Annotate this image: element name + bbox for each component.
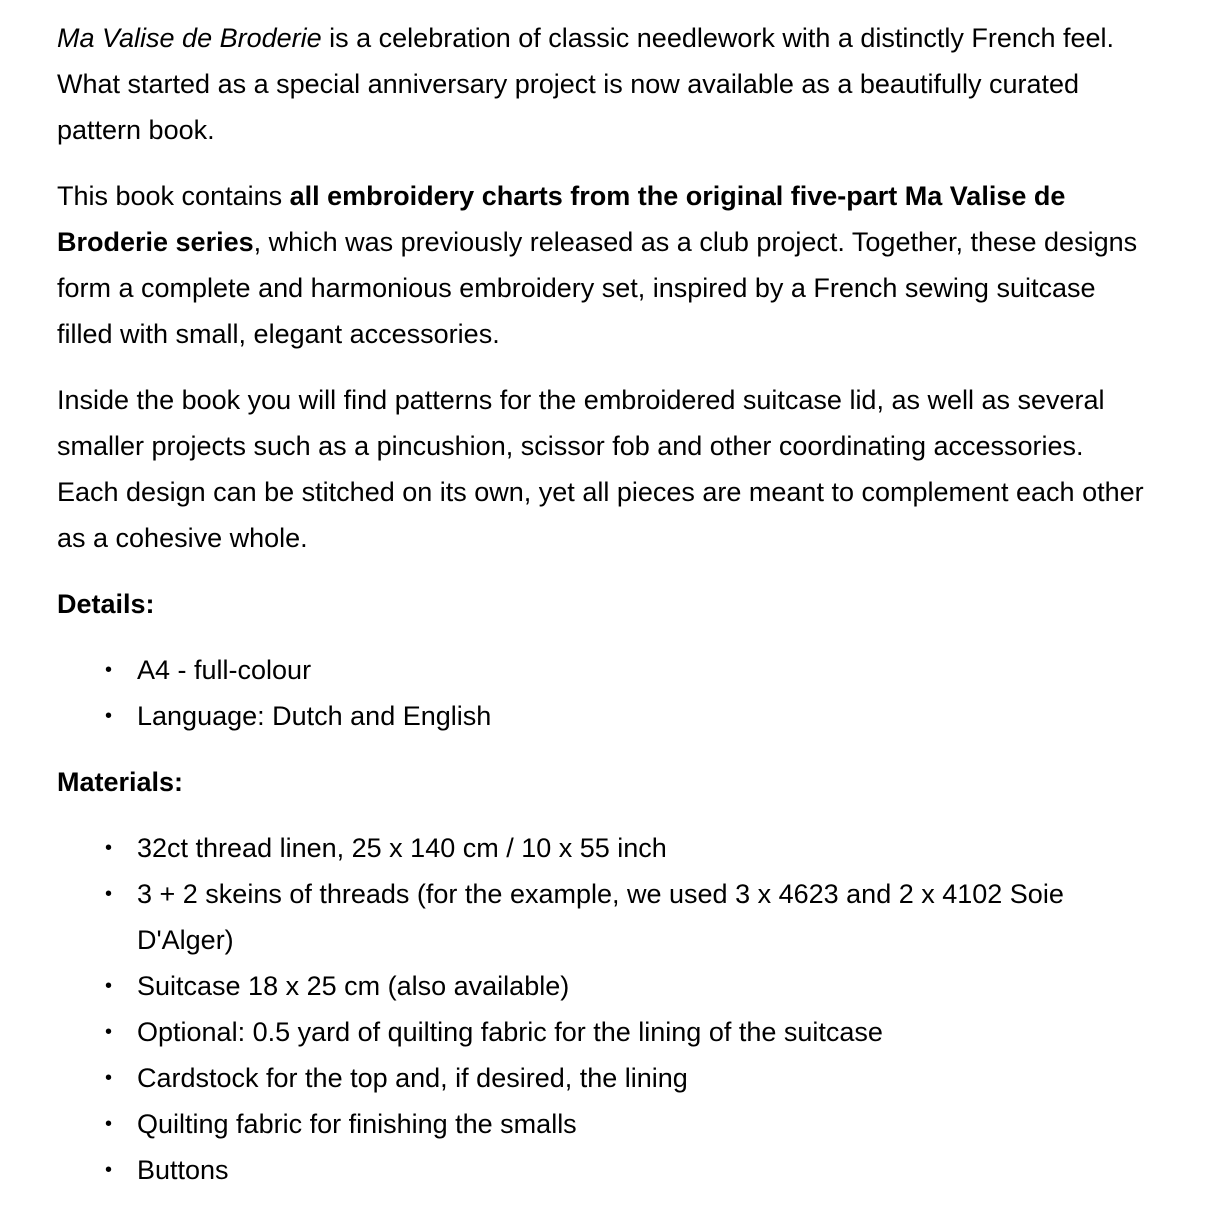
list-item-text: Language: Dutch and English bbox=[137, 701, 492, 731]
list-item bbox=[105, 693, 1147, 739]
details-list bbox=[57, 647, 1147, 739]
list-item bbox=[105, 1147, 1147, 1193]
bullet-icon: • bbox=[105, 1067, 113, 1089]
list-item-text: Suitcase 18 x 25 cm (also available) bbox=[137, 971, 570, 1001]
list-item-text: Optional: 0.5 yard of quilting fabric for the lining of the suitcase bbox=[137, 1017, 883, 1047]
list-item bbox=[105, 1055, 1147, 1101]
bullet-icon: • bbox=[105, 883, 113, 905]
bullet-icon: • bbox=[105, 837, 113, 859]
list-item-text: Quilting fabric for finishing the smalls bbox=[137, 1109, 577, 1139]
list-item-text: A4 - full-colour bbox=[137, 655, 312, 685]
bullet-icon: • bbox=[105, 975, 113, 997]
bullet-icon: • bbox=[105, 1021, 113, 1043]
contents-paragraph bbox=[57, 173, 1147, 357]
list-item bbox=[105, 647, 1147, 693]
bullet-icon: • bbox=[105, 659, 113, 681]
list-item-text: 3 + 2 skeins of threads (for the example, we used 3 x 4623 and 2 x 4102 Soie D'Alger) bbox=[137, 879, 1064, 955]
bullet-icon: • bbox=[105, 705, 113, 727]
list-item bbox=[105, 871, 1147, 963]
intro-title: Ma Valise de Broderie bbox=[57, 23, 322, 53]
inside-paragraph: Inside the book you will find patterns for the embroidered suitcase lid, as well as several smaller projects such as a pincushion, scissor fob and other coordinating accessories. Each design can be stitched on its own, yet all pieces are meant to complement each other as a cohesive whole. bbox=[57, 385, 1144, 553]
contents-bold: all embroidery charts from the original five-part Ma Valise de Broderie series bbox=[57, 181, 1066, 257]
details-heading: Details: bbox=[57, 589, 155, 619]
bullet-icon: • bbox=[105, 1113, 113, 1135]
intro-paragraph bbox=[57, 15, 1147, 153]
contents-before: This book contains bbox=[57, 181, 290, 211]
intro-text: is a celebration of classic needlework with a distinctly French feel. What started as a special anniversary project is now available as a beautifully curated pattern book. bbox=[57, 23, 1115, 145]
materials-list bbox=[57, 825, 1147, 1193]
list-item bbox=[105, 1101, 1147, 1147]
contents-after: , which was previously released as a club project. Together, these designs form a complete and harmonious embroidery set, inspired by a French sewing suitcase filled with small, elegant accessories. bbox=[57, 227, 1138, 349]
list-item bbox=[105, 963, 1147, 1009]
materials-heading: Materials: bbox=[57, 767, 184, 797]
list-item-text: Cardstock for the top and, if desired, the lining bbox=[137, 1063, 688, 1093]
list-item-text: Buttons bbox=[137, 1155, 229, 1185]
list-item-text: 32ct thread linen, 25 x 140 cm / 10 x 55 inch bbox=[137, 833, 667, 863]
product-description bbox=[57, 15, 1147, 1213]
list-item bbox=[105, 1009, 1147, 1055]
bullet-icon: • bbox=[105, 1159, 113, 1181]
list-item bbox=[105, 825, 1147, 871]
